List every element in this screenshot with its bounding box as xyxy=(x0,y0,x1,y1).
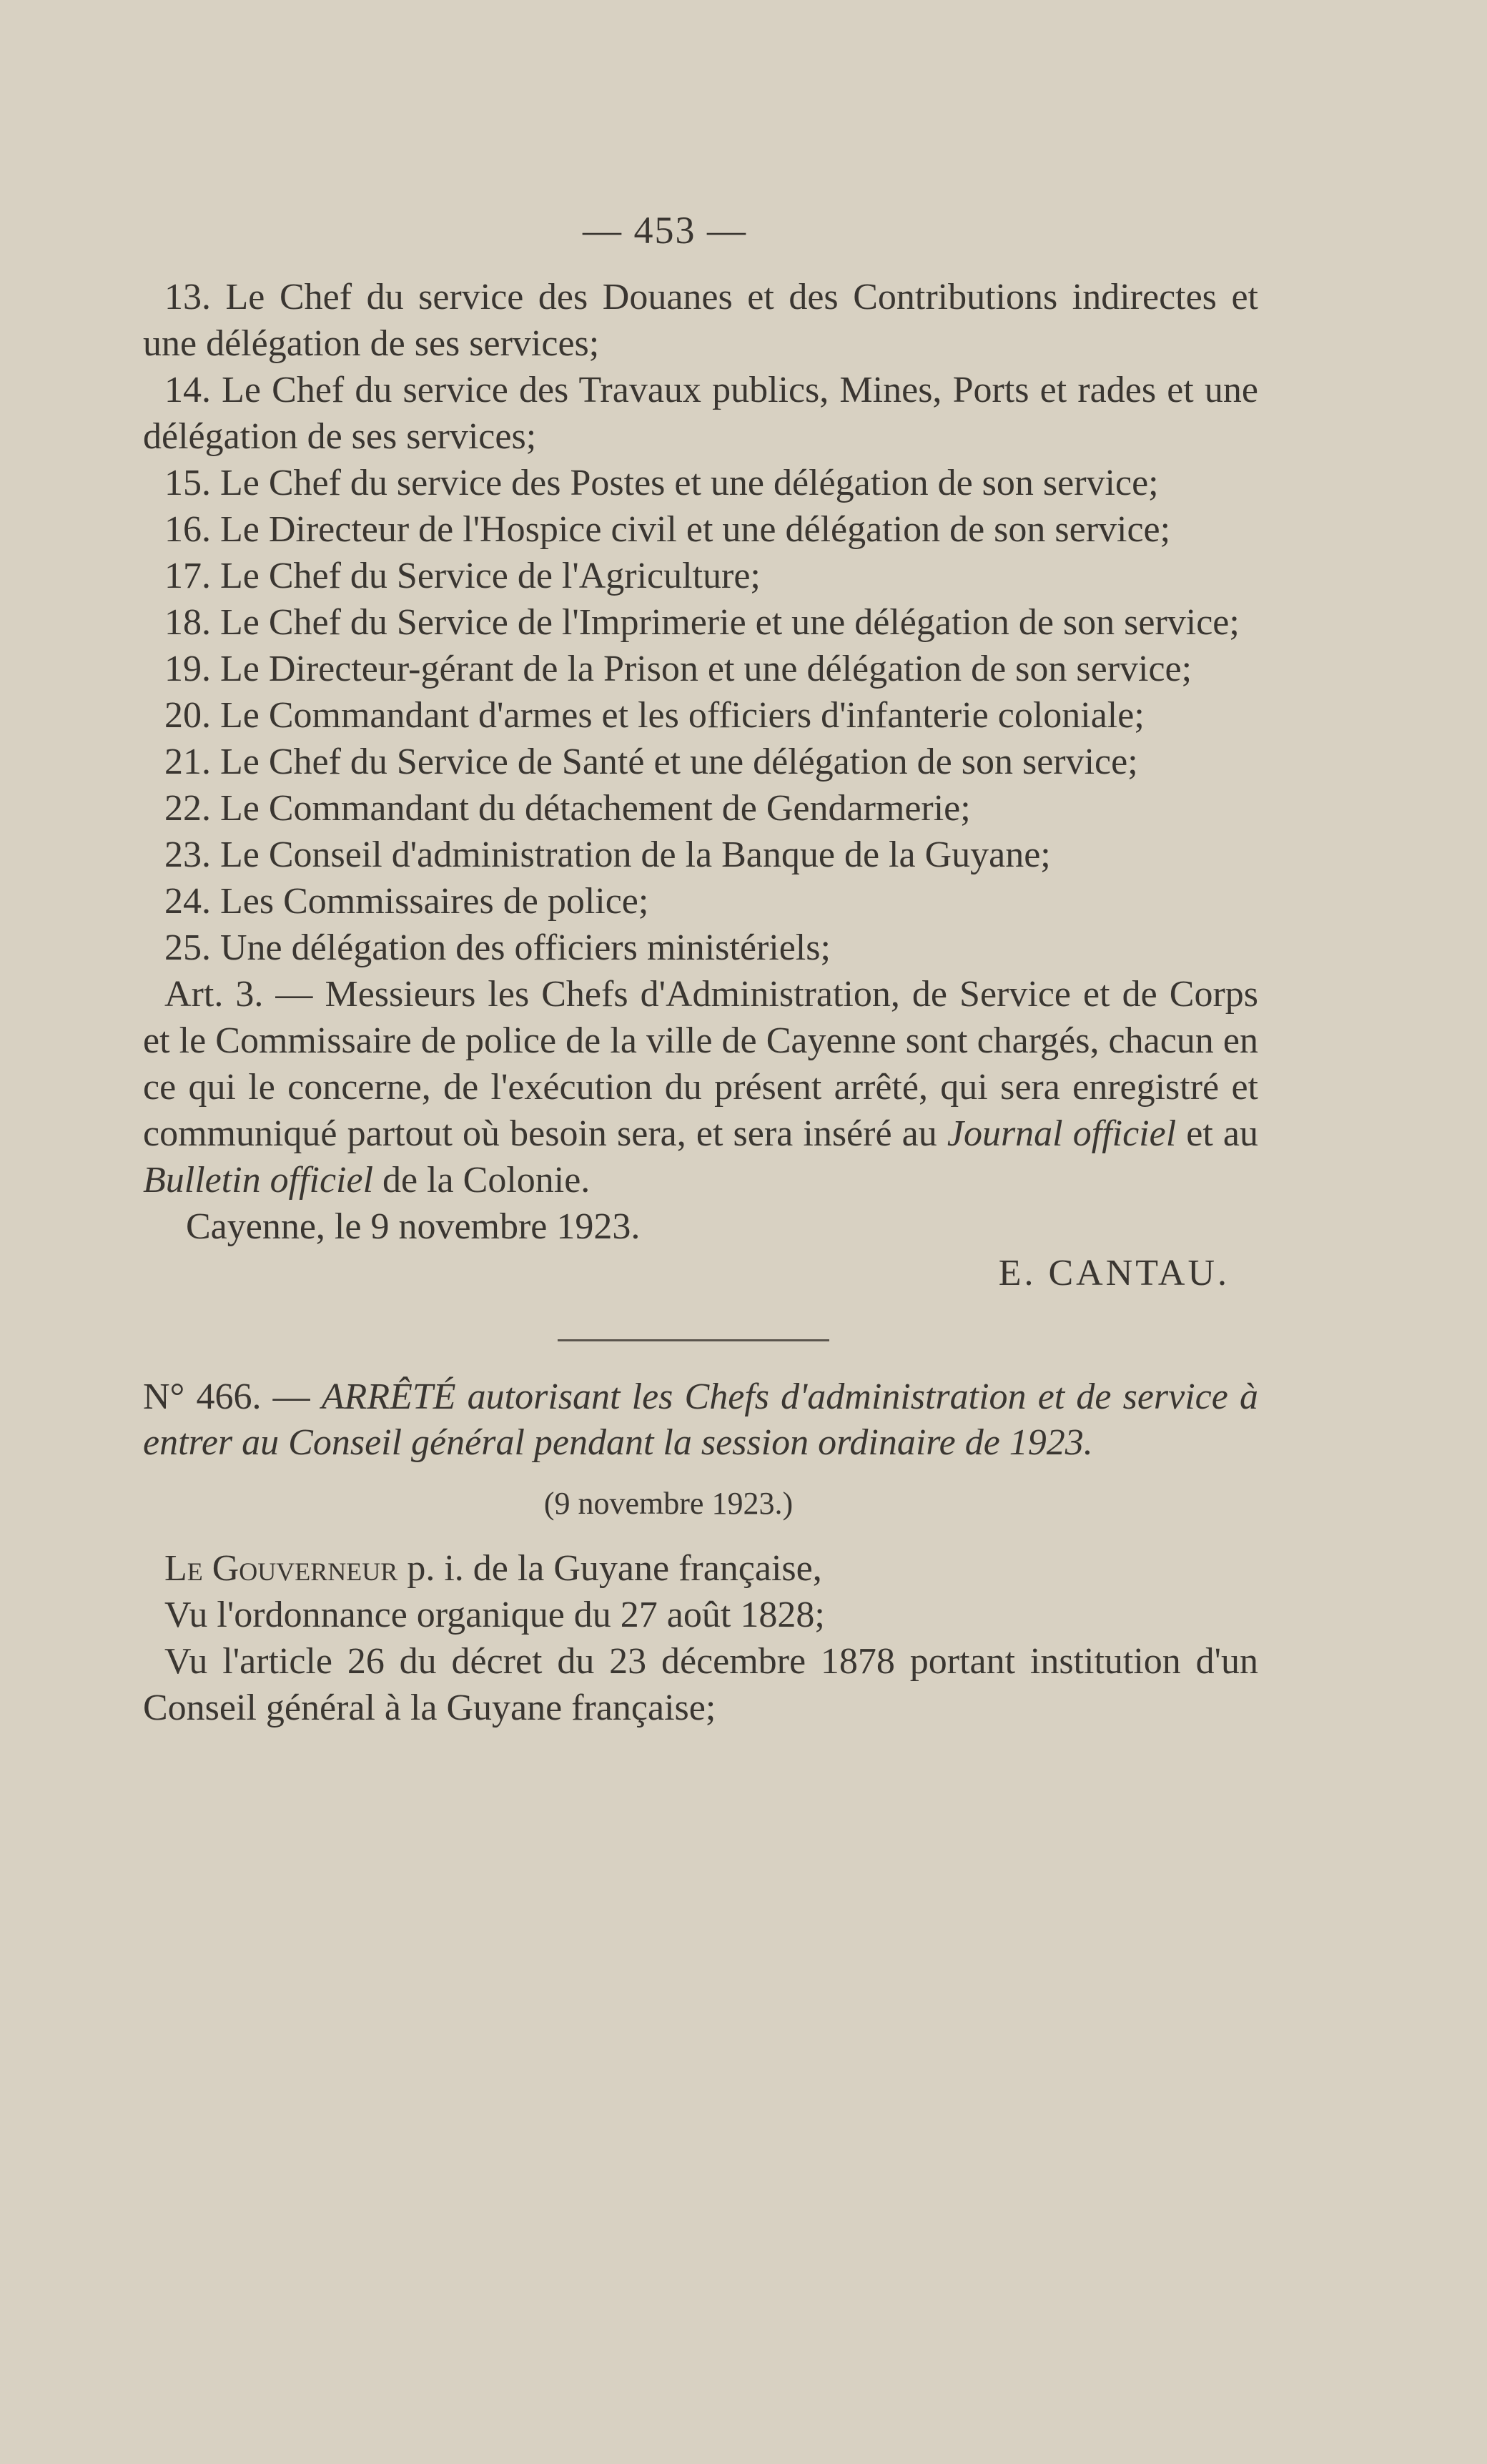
list-item-24: 24. Les Commissaires de police; xyxy=(164,881,649,922)
preamble-vu-2: Vu l'article 26 du décret du 23 décembre 1878 portant institution d'un Conseil général à la Guyane française; xyxy=(143,1641,1258,1728)
article-3 xyxy=(143,971,1258,1203)
list-item-22: 22. Le Commandant du détachement de Gendarmerie; xyxy=(164,788,971,829)
preamble-governor xyxy=(143,1545,1258,1592)
list-item-16: 16. Le Directeur de l'Hospice civil et une délégation de son service; xyxy=(164,509,1171,550)
text-column xyxy=(143,207,1258,1731)
governor-rest: p. i. de la Guyane française, xyxy=(397,1548,822,1589)
signature: E. CANTAU. xyxy=(998,1253,1230,1293)
decree-title: ARRÊTÉ autorisant les Chefs d'administration et de service à entrer au Conseil général pendant la session ordinaire de 1923. xyxy=(143,1376,1258,1463)
list-item-19: 19. Le Directeur-gérant de la Prison et une délégation de son service; xyxy=(164,649,1192,689)
bulletin-officiel: Bulletin officiel xyxy=(143,1160,374,1201)
decree-number: N° 466. — xyxy=(143,1376,322,1417)
decree-date: (9 novembre 1923.) xyxy=(543,1486,794,1521)
list-item-25: 25. Une délégation des officiers ministériels; xyxy=(164,927,831,968)
list-item-14: 14. Le Chef du service des Travaux publics, Mines, Ports et rades et une délégation de ses services; xyxy=(143,370,1258,457)
separator-rule xyxy=(558,1339,829,1341)
list-item-21: 21. Le Chef du Service de Santé et une délégation de son service; xyxy=(164,741,1138,782)
list-item-15: 15. Le Chef du service des Postes et une délégation de son service; xyxy=(164,463,1159,503)
list-item-20: 20. Le Commandant d'armes et les officiers d'infanterie coloniale; xyxy=(164,695,1145,736)
journal-officiel: Journal officiel xyxy=(947,1113,1177,1154)
list-item-23: 23. Le Conseil d'administration de la Banque de la Guyane; xyxy=(164,834,1051,875)
article-3-text-before: Art. 3. — Messieurs les Chefs d'Administration, de Service et de Corps et le Commissaire de police de la ville de Cayenne sont chargés, chacun en ce qui le concerne, de l'exécution du présent arrêté, qui sera enregistré et communiqué partout où besoin sera, et sera inséré au xyxy=(143,974,1258,1154)
article-3-text-middle: et au xyxy=(1176,1113,1259,1154)
page-number: — 453 — xyxy=(583,209,747,252)
decree-heading xyxy=(143,1374,1258,1466)
governor-title: Le Gouverneur xyxy=(164,1548,398,1589)
article-3-text-after: de la Colonie. xyxy=(373,1160,591,1201)
list-item-18: 18. Le Chef du Service de l'Imprimerie et une délégation de son service; xyxy=(164,602,1240,643)
preamble-vu-1: Vu l'ordonnance organique du 27 août 1828; xyxy=(164,1595,825,1635)
list-item-13: 13. Le Chef du service des Douanes et des Contributions indirectes et une délégation de ses services; xyxy=(143,277,1258,364)
list-item-17: 17. Le Chef du Service de l'Agriculture; xyxy=(164,556,761,596)
date-line: Cayenne, le 9 novembre 1923. xyxy=(186,1206,641,1247)
